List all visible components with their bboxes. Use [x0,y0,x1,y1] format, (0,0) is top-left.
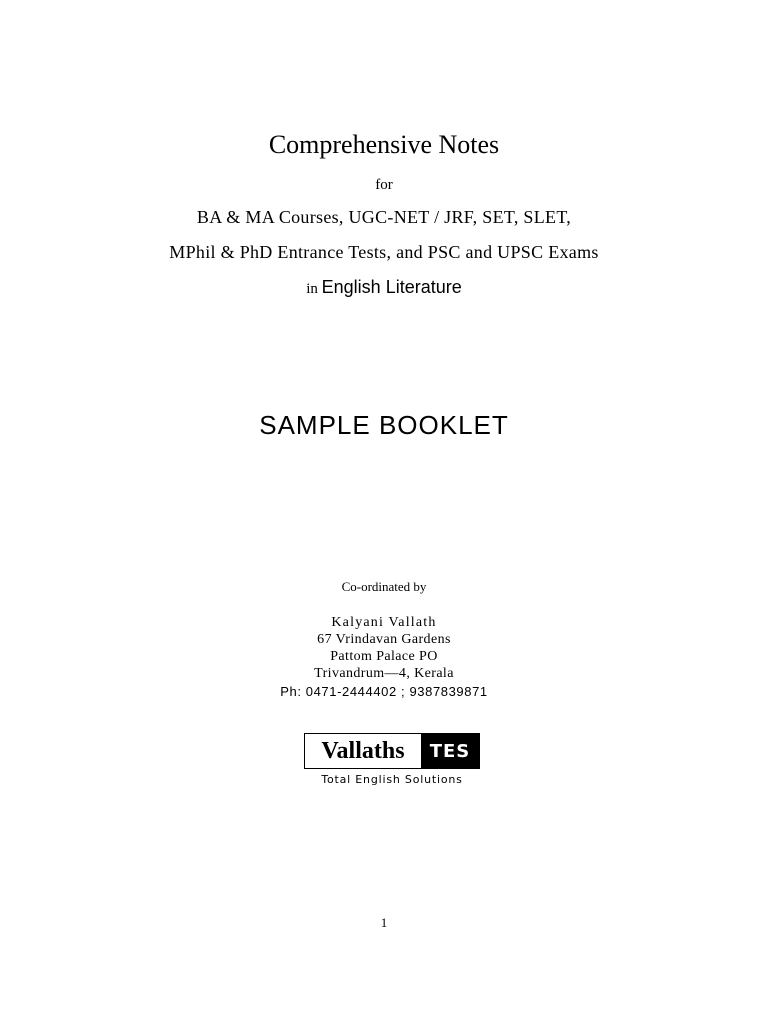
courses-line: BA & MA Courses, UGC-NET / JRF, SET, SLET, [196,207,572,227]
page-number: 1 [380,915,388,930]
subject-name: English Literature [321,277,462,297]
logo-tagline: Total English Solutions [321,773,463,786]
logo-box [304,733,480,769]
exams-line: MPhil & PhD Entrance Tests, and PSC and UPSC Exams [169,242,599,262]
document-title: Comprehensive Notes [268,130,500,159]
coordinator-name: Kalyani Vallath [331,615,437,630]
logo-name: Vallaths [305,734,421,768]
sample-booklet-heading: SAMPLE BOOKLET [259,410,509,440]
address-line-2: Pattom Palace PO [330,649,438,664]
address-line-1: 67 Vrindavan Gardens [317,632,451,647]
logo-tag: TES [421,734,479,768]
subject-prefix: in [306,281,318,297]
phone-numbers: Ph: 0471-2444402 ; 9387839871 [280,684,488,699]
subject-line [0,278,768,297]
for-text: for [375,177,393,193]
vallaths-tes-logo [304,733,480,786]
address-line-3: Trivandrum—4, Kerala [314,666,454,681]
coordinated-by-label: Co-ordinated by [341,579,427,594]
